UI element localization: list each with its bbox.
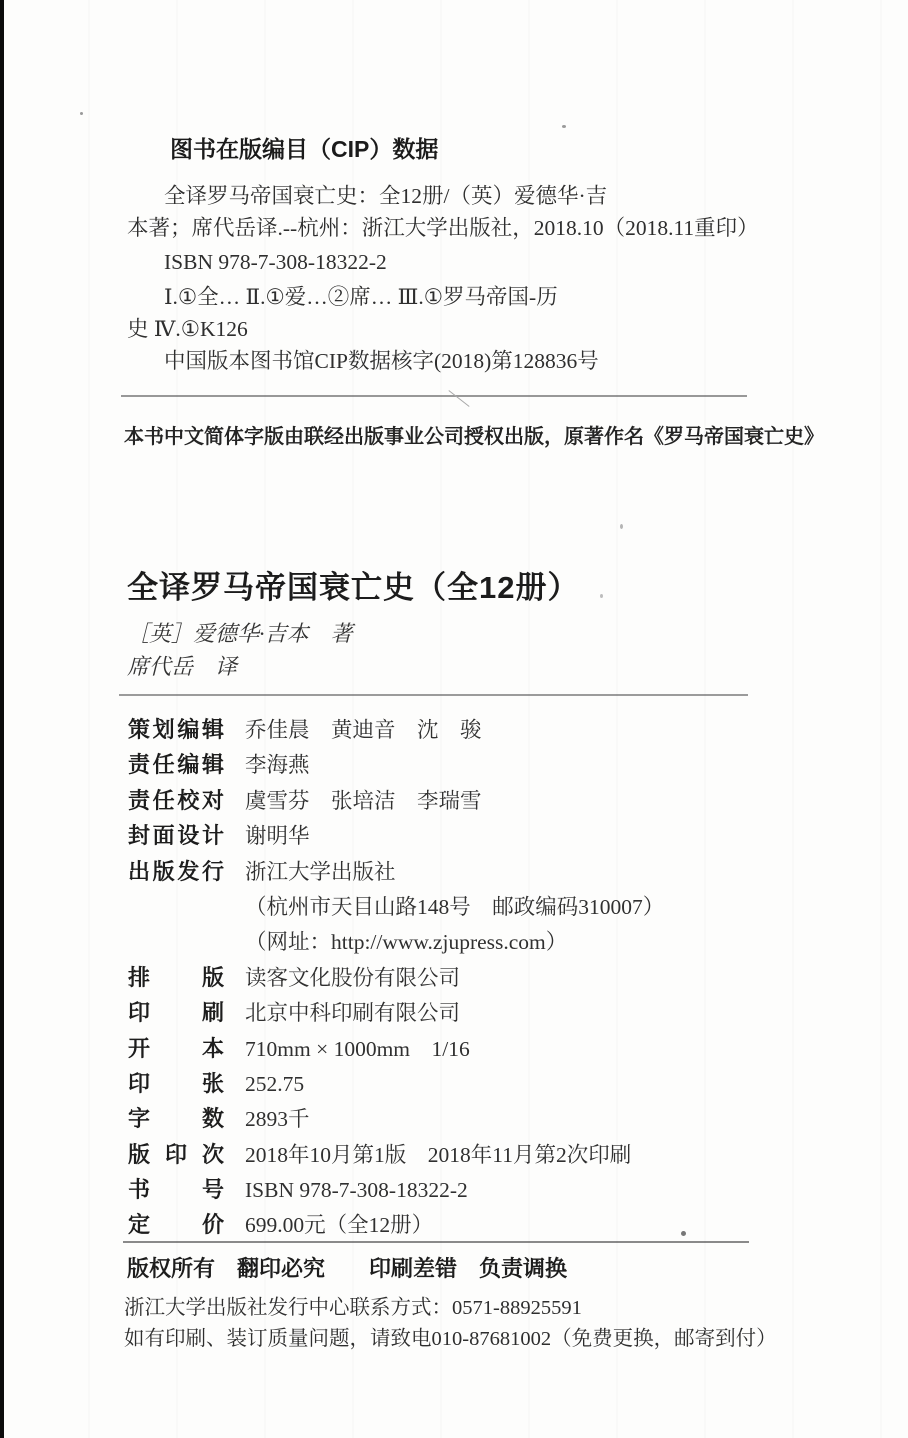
scan-speck [600, 594, 603, 598]
colophon-label: 出版发行 [128, 858, 224, 884]
colophon-row [128, 965, 664, 1000]
colophon-row [128, 859, 664, 894]
cip-record-number: 中国版本图书馆CIP数据核字(2018)第128836号 [164, 349, 599, 373]
colophon-label: 排版 [128, 964, 224, 990]
colophon-value: 虞雪芬 张培洁 李瑞雪 [245, 788, 482, 813]
colophon-value: 2018年10月第1版 2018年11月第2次印刷 [245, 1142, 632, 1167]
translator-line: 席代岳 译 [127, 654, 238, 679]
scan-speck [80, 112, 83, 115]
colophon-row [128, 1177, 664, 1212]
scan-edge-left [0, 0, 4, 1438]
colophon-value: 乔佳晨 黄迪音 沈 骏 [245, 718, 482, 742]
colophon-row [128, 1036, 664, 1071]
colophon-label: 封面设计 [128, 823, 224, 849]
colophon-value: 李海燕 [245, 753, 310, 778]
scan-scratch [448, 390, 469, 407]
author-line: ［英］爱德华·吉本 著 [127, 621, 353, 646]
colophon-row [128, 717, 664, 752]
colophon-label: 开本 [128, 1035, 224, 1061]
colophon-row [128, 929, 664, 964]
colophon-value: 读客文化股份有限公司 [245, 965, 461, 990]
colophon-value: 2893千 [245, 1107, 310, 1132]
colophon-row [128, 788, 664, 823]
colophon-row [128, 1142, 664, 1177]
cip-line-2: 本著；席代岳译.--杭州：浙江大学出版社，2018.10（2018.11重印） [127, 216, 759, 240]
colophon-value: 北京中科印刷有限公司 [245, 1001, 461, 1026]
colophon-label: 责任编辑 [128, 752, 224, 778]
contact-line-1: 浙江大学出版社发行中心联系方式：0571-88925591 [124, 1297, 582, 1319]
cip-header: 图书在版编目（CIP）数据 [170, 136, 439, 162]
colophon-value: ISBN 978-7-308-18322-2 [245, 1178, 468, 1203]
cip-line-1: 全译罗马帝国衰亡史：全12册/（英）爱德华·吉 [164, 184, 608, 208]
book-title: 全译罗马帝国衰亡史（全12册） [127, 570, 580, 605]
colophon-value: 699.00元（全12册） [245, 1213, 434, 1238]
colophon-value: （杭州市天目山路148号 邮政编码310007） [245, 894, 665, 919]
colophon-value: 252.75 [245, 1071, 305, 1096]
copyright-notice: 版权所有 翻印必究 印刷差错 负责调换 [127, 1256, 568, 1281]
divider-top [121, 395, 747, 397]
divider-bottom [123, 1241, 749, 1243]
colophon-value: 710mm × 1000mm 1/16 [245, 1036, 470, 1061]
colophon-label: 策划编辑 [128, 717, 224, 742]
colophon-label: 书号 [128, 1177, 224, 1203]
cip-classification-line-2: 史 Ⅳ.①K126 [127, 317, 248, 341]
colophon-value: （网址：http://www.zjupress.com） [245, 930, 568, 955]
colophon-row [128, 894, 664, 929]
colophon-value: 浙江大学出版社 [245, 859, 396, 884]
contact-line-2: 如有印刷、装订质量问题，请致电010-87681002（免费更换，邮寄到付） [124, 1328, 777, 1350]
colophon-label: 印刷 [128, 1000, 224, 1026]
colophon-label: 字数 [128, 1106, 224, 1132]
scan-speck [620, 524, 623, 529]
colophon [128, 717, 664, 1248]
authorization-note: 本书中文简体字版由联经出版事业公司授权出版，原著作名《罗马帝国衰亡史》 [124, 426, 824, 448]
colophon-row [128, 752, 664, 787]
colophon-label: 责任校对 [128, 787, 224, 813]
colophon-label: 定价 [128, 1212, 224, 1238]
scan-speck [562, 125, 566, 128]
scan-speck [681, 1231, 686, 1236]
colophon-row [128, 823, 664, 858]
colophon-row [128, 1106, 664, 1141]
colophon-value: 谢明华 [245, 824, 310, 849]
colophon-label: 版印次 [128, 1141, 224, 1167]
cip-isbn-line: ISBN 978-7-308-18322-2 [164, 250, 387, 274]
colophon-row [128, 1071, 664, 1106]
divider-middle [119, 694, 748, 696]
colophon-row [128, 1000, 664, 1035]
cip-classification-line-1: Ⅰ.①全… Ⅱ.①爱…②席… Ⅲ.①罗马帝国-历 [164, 285, 558, 309]
colophon-label: 印张 [128, 1070, 224, 1096]
